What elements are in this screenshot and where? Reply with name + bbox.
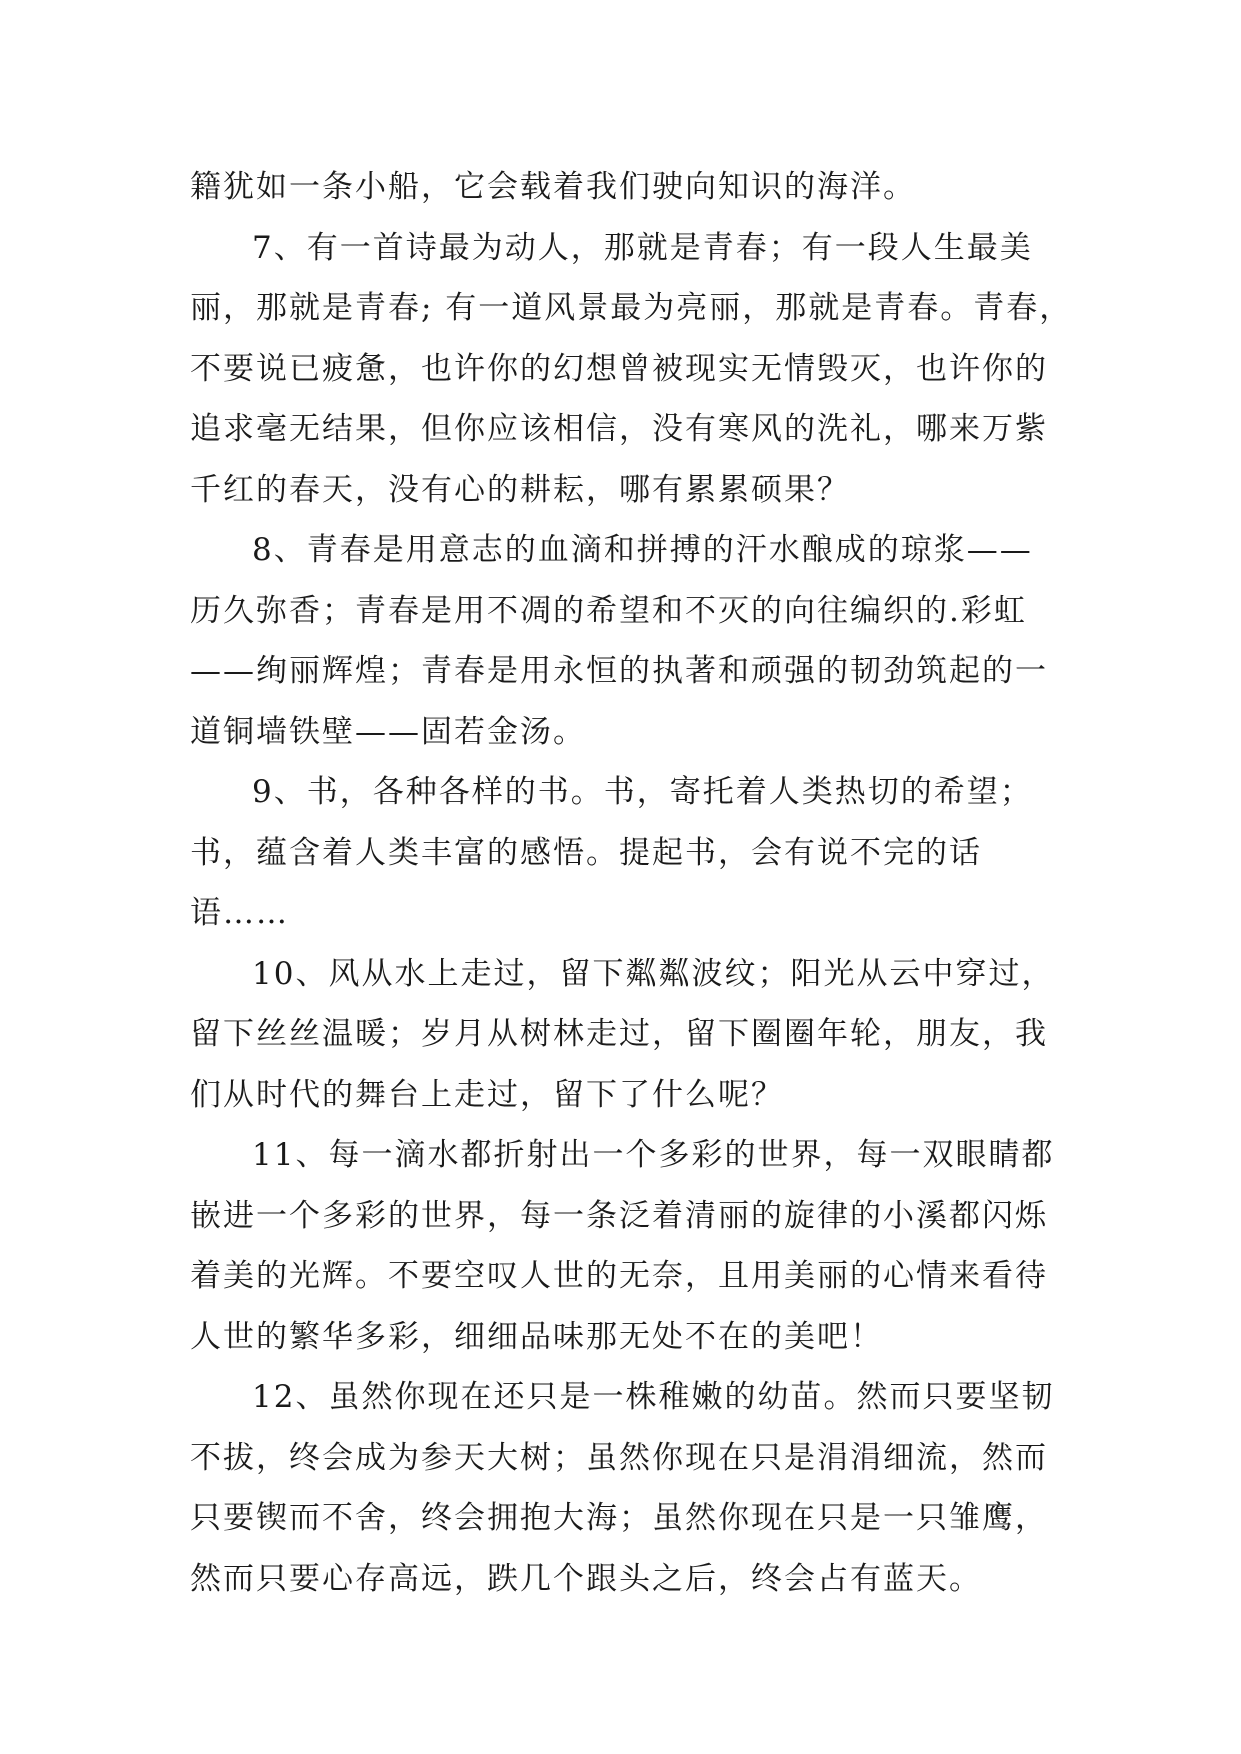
text-line: 千红的春天，没有心的耕耘，哪有累累硕果？ (190, 471, 850, 508)
paragraph-8 (190, 520, 1070, 762)
paragraph-6-tail (190, 157, 1070, 218)
text-line: 嵌进一个多彩的世界，每一条泛着清丽的旋律的小溪都闪烁 (190, 1197, 1048, 1234)
text-line: 着美的光辉。不要空叹人世的无奈，且用美丽的心情来看待 (190, 1258, 1048, 1294)
text-line: 8、青春是用意志的血滴和拼搏的汗水酿成的琼浆—— (252, 532, 1033, 568)
text-line: 语…… (190, 895, 289, 931)
text-line: 留下丝丝温暖；岁月从树林走过，留下圈圈年轮，朋友，我 (190, 1016, 1048, 1052)
text-line: 7、有一首诗最为动人，那就是青春；有一段人生最美 (252, 229, 1033, 266)
paragraph-12 (190, 1367, 1070, 1609)
text-line: 10、风从水上走过，留下粼粼波纹；阳光从云中穿过， (252, 955, 1055, 992)
text-line: 9、书，各种各样的书。书，寄托着人类热切的希望； (252, 774, 1033, 810)
text-line: 然而只要心存高远，跌几个跟头之后，终会占有蓝天。 (190, 1560, 982, 1597)
text-line: 籍犹如一条小船，它会载着我们驶向知识的海洋。 (190, 169, 916, 205)
text-line: ——绚丽辉煌；青春是用永恒的执著和顽强的韧劲筑起的一 (190, 653, 1048, 689)
text-line: 书，蕴含着人类丰富的感悟。提起书，会有说不完的话 (190, 834, 982, 871)
paragraph-7 (190, 218, 1073, 521)
document-body (190, 157, 1073, 1609)
text-line: 12、虽然你现在还只是一株稚嫩的幼苗。然而只要坚韧 (252, 1379, 1055, 1415)
text-line: 只要锲而不舍，终会拥抱大海；虽然你现在只是一只雏鹰， (190, 1500, 1048, 1536)
text-line: 历久弥香；青春是用不凋的希望和不灭的向往编织的.彩虹 (190, 592, 1027, 629)
text-line: 11、每一滴水都折射出一个多彩的世界，每一双眼睛都 (252, 1137, 1055, 1173)
text-line: 不要说已疲惫，也许你的幻想曾被现实无情毁灭，也许你的 (190, 350, 1048, 387)
paragraph-11 (190, 1125, 1070, 1367)
paragraph-9 (190, 762, 1070, 944)
text-line: 追求毫无结果，但你应该相信，没有寒风的洗礼，哪来万紫 (190, 411, 1048, 447)
text-line: 不拔，终会成为参天大树；虽然你现在只是涓涓细流，然而 (190, 1439, 1048, 1476)
text-line: 们从时代的舞台上走过，留下了什么呢？ (190, 1076, 784, 1113)
paragraph-10 (190, 944, 1070, 1126)
text-line: 道铜墙铁壁——固若金汤。 (190, 713, 586, 750)
text-line: 丽，那就是青春; 有一道风景最为亮丽，那就是青春。青春， (190, 290, 1073, 326)
text-line: 人世的繁华多彩，细细品味那无处不在的美吧！ (190, 1318, 883, 1355)
